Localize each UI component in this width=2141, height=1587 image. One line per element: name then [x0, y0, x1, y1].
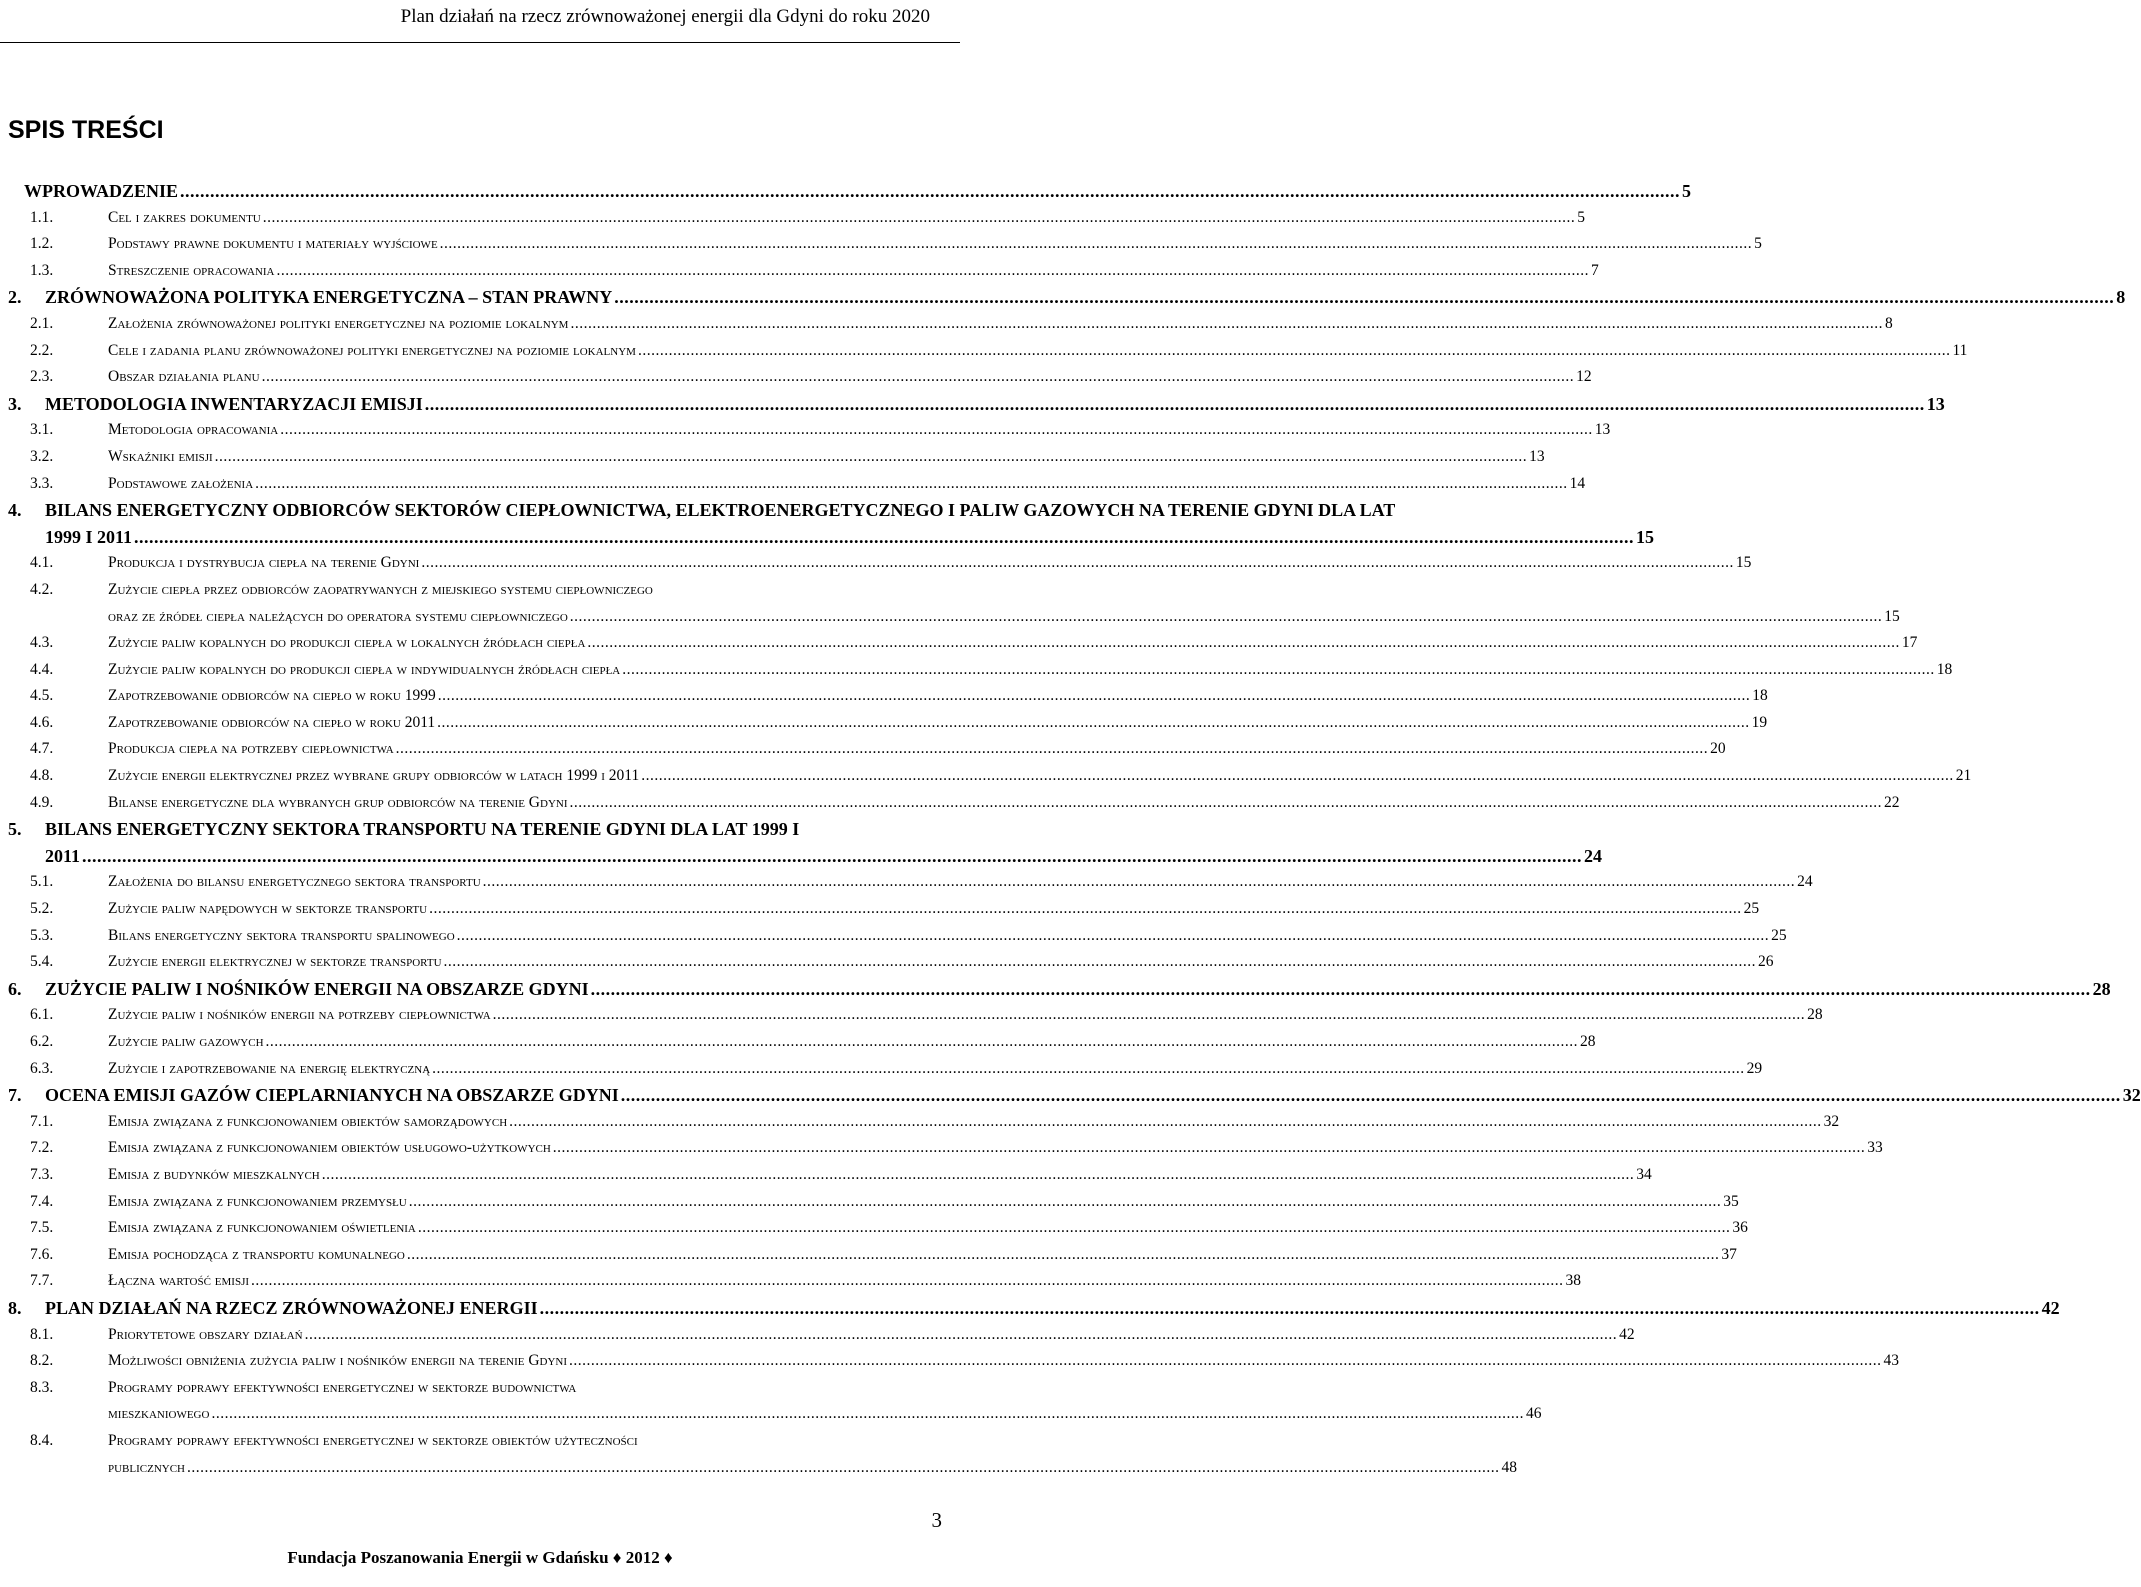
dot-leader: [211, 1401, 1524, 1428]
toc-entry-number: 7.2.: [30, 1139, 54, 1157]
toc-entry-number: 6.: [8, 978, 22, 999]
toc-entry-page: 13: [1594, 421, 1611, 439]
toc-entry-page: 15: [1735, 554, 1752, 572]
toc-entry-number: 4.1.: [30, 554, 54, 572]
toc-entry-page: 15: [1884, 607, 1900, 625]
page-header: [0, 0, 960, 44]
toc-entry-number: 4.6.: [30, 713, 54, 731]
toc-entry-title: Emisja pochodząca z transportu komunalnego: [108, 1245, 405, 1263]
toc-entry-page: 28: [1580, 1033, 1596, 1050]
toc-entry[interactable]: [0, 1375, 1542, 1428]
dot-leader: [280, 417, 1593, 444]
toc-entry-number: 8.2.: [30, 1352, 54, 1370]
toc-entry-title: Zużycie energii elektrycznej w sektorze transportu: [108, 953, 442, 971]
toc-entry-number: 2.: [8, 287, 22, 308]
dot-leader: [277, 258, 1590, 285]
toc-entry[interactable]: [0, 497, 1655, 550]
toc-entry-title-line: Programy poprawy efektywności energetycznej w sektorze obiektów użyteczności: [108, 1431, 638, 1449]
toc-entry-number: 3.1.: [30, 421, 54, 439]
dot-leader: [407, 1242, 1720, 1269]
toc-entry-page: 21: [1955, 767, 1972, 785]
toc-entry-title: Zużycie energii elektrycznej przez wybrane grupy odbiorców w latach 1999 i 2011: [108, 767, 640, 785]
toc-entry-page: 18: [1752, 687, 1768, 705]
dot-leader: [429, 896, 1742, 923]
toc-entry-page: 17: [1901, 634, 1918, 652]
toc-entry-page: 37: [1721, 1245, 1737, 1263]
dot-leader: [437, 710, 1750, 737]
toc-entry-page: 46: [1525, 1405, 1542, 1423]
toc-entry-number: 8.3.: [30, 1378, 54, 1396]
toc-entry-number: 7.7.: [30, 1272, 54, 1290]
toc-entry[interactable]: [0, 1215, 1748, 1242]
toc-entry-page: 22: [1884, 793, 1900, 811]
toc-entry-title: Produkcja ciepła na potrzeby ciepłownictwa: [108, 740, 394, 758]
toc-entry[interactable]: [0, 1002, 1823, 1029]
toc-entry-title: Zużycie paliw kopalnych do produkcji ciepła w lokalnych źródłach ciepła: [108, 634, 586, 652]
toc-entry-page: 20: [1710, 740, 1726, 758]
header-title: Plan działań na rzecz zrównoważonej energii dla Gdyni do roku 2020: [400, 6, 930, 27]
toc-entry[interactable]: [0, 284, 2126, 311]
toc-entry-title: Emisja związana z funkcjonowaniem przemysłu: [108, 1192, 407, 1210]
toc-entry[interactable]: [0, 364, 1592, 391]
toc-entry-title: Zapotrzebowanie odbiorców na ciepło w roku 1999: [108, 687, 436, 705]
toc-entry-title: Cele i zadania planu zrównoważonej polityki energetycznej na poziomie lokalnym: [108, 341, 636, 359]
toc-entry-number: 7.6.: [30, 1245, 54, 1263]
toc-entry-number: 7.5.: [30, 1219, 54, 1237]
toc-entry[interactable]: [0, 1322, 1635, 1349]
footer-text: Fundacja Poszanowania Energii w Gdańsku ♦ 2012 ♦: [287, 1548, 673, 1567]
toc-entry-title: WPROWADZENIE: [24, 181, 179, 201]
toc-entry[interactable]: [0, 231, 1762, 258]
dot-leader: [553, 1135, 1866, 1162]
toc-entry[interactable]: [0, 577, 1900, 630]
dot-leader: [569, 1348, 1882, 1375]
toc-entry[interactable]: [0, 550, 1752, 577]
toc-entry-number: 5.2.: [30, 900, 54, 918]
toc-entry-number: 4.7.: [30, 740, 54, 758]
toc-entry[interactable]: [0, 1029, 1596, 1056]
toc-entry[interactable]: [0, 976, 2111, 1003]
page-number: 3: [931, 1508, 942, 1532]
toc-entry-number: 7.: [8, 1085, 22, 1106]
toc-entry-number: 8.1.: [30, 1325, 54, 1343]
dot-leader: [493, 1002, 1806, 1029]
toc-entry-title: Zapotrzebowanie odbiorców na ciepło w roku 2011: [108, 713, 436, 731]
dot-leader: [622, 657, 1935, 684]
toc-entry[interactable]: [0, 710, 1768, 737]
dot-leader: [262, 364, 1575, 391]
toc-entry-page: 24: [1797, 873, 1813, 891]
toc-entry-title: Założenia do bilansu energetycznego sektora transportu: [108, 873, 481, 891]
dot-leader: [440, 231, 1753, 258]
toc-entry-number: 5.: [8, 819, 22, 840]
toc-entry[interactable]: [0, 949, 1774, 976]
toc-entry-page: 8: [2116, 287, 2126, 308]
toc-entry-page: 25: [1771, 926, 1787, 944]
toc-entry-page: 34: [1636, 1165, 1652, 1183]
toc-entry[interactable]: [0, 683, 1768, 710]
toc-entry-title: Bilanse energetyczne dla wybranych grup odbiorców na terenie Gdyni: [108, 793, 568, 811]
toc-entry-title: Emisja związana z funkcjonowaniem obiektów usługowo-użytkowych: [108, 1139, 551, 1157]
toc-entry-title: 1999 I 2011: [45, 526, 133, 547]
toc-entry-page: 42: [1619, 1325, 1635, 1343]
dot-leader: [180, 178, 1680, 205]
dot-leader: [418, 1215, 1731, 1242]
toc-entry-title: PLAN DZIAŁAŃ NA RZECZ ZRÓWNOWAŻONEJ ENERGII: [45, 1297, 538, 1318]
toc-entry-number: 4.8.: [30, 767, 54, 785]
dot-leader: [322, 1162, 1635, 1189]
toc-entry-number: 6.2.: [30, 1033, 54, 1050]
toc-entry-number: 4.4.: [30, 660, 54, 678]
toc-entry-number: 1.3.: [30, 261, 54, 279]
toc-entry[interactable]: [0, 1056, 1763, 1083]
toc-entry[interactable]: [0, 763, 1972, 790]
toc-entry-title: Wskaźniki emisji: [108, 447, 213, 465]
toc-entry[interactable]: [0, 471, 1586, 498]
toc-entry-number: 2.3.: [30, 368, 54, 386]
toc-entry[interactable]: [0, 1268, 1582, 1295]
toc-entry-page: 5: [1754, 235, 1762, 253]
toc-entry-page: 8: [1884, 314, 1893, 332]
toc-entry-title: Łączna wartość emisji: [108, 1272, 250, 1290]
toc-entry[interactable]: [0, 896, 1760, 923]
dot-leader: [614, 284, 2114, 311]
toc-entry-title: Zużycie paliw napędowych w sektorze transportu: [108, 900, 428, 918]
dot-leader: [432, 1056, 1745, 1083]
toc-entry[interactable]: [0, 178, 1692, 205]
toc-entry-title: Założenia zrównoważonej polityki energetycznej na poziomie lokalnym: [108, 314, 569, 332]
dot-leader: [591, 976, 2091, 1003]
toc-entry-number: 3.3.: [30, 474, 54, 492]
toc-entry[interactable]: [0, 205, 1585, 232]
toc-entry[interactable]: [0, 1295, 2060, 1322]
toc-entry-page: 11: [1952, 341, 1968, 359]
toc-entry-number: 4.2.: [30, 580, 54, 598]
toc-entry-title-line: BILANS ENERGETYCZNY ODBIORCÓW SEKTORÓW CIEPŁOWNICTWA, ELEKTROENERGETYCZNEGO I PALIW GAZOWYCH NA TERENIE GDYNI DLA LAT: [45, 500, 1396, 521]
dot-leader: [215, 444, 1528, 471]
dot-leader: [638, 338, 1951, 365]
toc-entry-title: Możliwości obniżenia zużycia paliw i nośników energii na terenie Gdyni: [108, 1352, 568, 1370]
toc-entry-title: Bilans energetyczny sektora transportu spalinowego: [108, 926, 455, 944]
dot-leader: [425, 391, 1925, 418]
toc-entry-number: 6.1.: [30, 1006, 54, 1024]
toc-entry-number: 3.2.: [30, 447, 54, 465]
toc-entry-number: 8.4.: [30, 1431, 54, 1449]
toc-entry-title: ZRÓWNOWAŻONA POLITYKA ENERGETYCZNA – STAN PRAWNY: [45, 287, 613, 308]
toc-entry-page: 25: [1743, 900, 1760, 918]
dot-leader: [396, 736, 1709, 763]
toc-entry-title: Emisja z budynków mieszkalnych: [108, 1165, 320, 1183]
dot-leader: [305, 1322, 1618, 1349]
toc-entry-title: oraz ze źródeł ciepła należących do operatora systemu ciepłowniczego: [108, 607, 568, 625]
toc-entry-number: 4.9.: [30, 793, 54, 811]
toc-entry-number: 4.: [8, 500, 22, 521]
dot-leader: [438, 683, 1751, 710]
toc-entry[interactable]: [0, 258, 1599, 285]
toc-entry-page: 7: [1591, 261, 1599, 279]
dot-leader: [621, 1082, 2121, 1109]
toc-entry-title: Emisja związana z funkcjonowaniem obiektów samorządowych: [108, 1112, 508, 1130]
dot-leader: [587, 630, 1900, 657]
toc-entry[interactable]: [0, 1428, 1518, 1481]
toc-entry-title: Zużycie paliw kopalnych do produkcji ciepła w indywidualnych źródłach ciepła: [108, 660, 621, 678]
toc-entry-title: ZUŻYCIE PALIW I NOŚNIKÓW ENERGII NA OBSZARZE GDYNI: [45, 978, 589, 999]
toc-entry-title: Metodologia opracowania: [108, 421, 279, 439]
toc-entry-title: Zużycie paliw gazowych: [108, 1033, 264, 1050]
toc-entry-title: Zużycie i zapotrzebowanie na energię elektryczną: [108, 1059, 431, 1077]
toc-entry[interactable]: [0, 1162, 1652, 1189]
toc-entry[interactable]: [0, 657, 1953, 684]
toc-entry[interactable]: [0, 1348, 1900, 1375]
toc-entry-number: 5.4.: [30, 953, 54, 971]
dot-leader: [540, 1295, 2040, 1322]
toc-entry-title-line: Zużycie ciepła przez odbiorców zaopatrywanych z miejskiego systemu ciepłowniczego: [108, 580, 653, 598]
toc-entry-number: 7.1.: [30, 1112, 54, 1130]
dot-leader: [134, 524, 1634, 551]
table-of-contents: [0, 178, 2141, 1481]
dot-leader: [251, 1268, 1564, 1295]
dot-leader: [570, 311, 1883, 338]
toc-entry-title-line: BILANS ENERGETYCZNY SEKTORA TRANSPORTU NA TERENIE GDYNI DLA LAT 1999 I: [45, 819, 800, 840]
toc-entry-page: 14: [1569, 474, 1586, 492]
toc-entry-page: 5: [1577, 208, 1585, 226]
toc-entry-number: 6.3.: [30, 1059, 54, 1077]
toc-entry-page: 32: [2122, 1085, 2141, 1106]
toc-entry-number: 5.3.: [30, 926, 54, 944]
toc-entry-page: 29: [1746, 1059, 1763, 1077]
toc-entry-page: 38: [1565, 1272, 1582, 1290]
dot-leader: [570, 790, 1883, 817]
toc-entry-page: 43: [1883, 1352, 1900, 1370]
toc-entry-title: METODOLOGIA INWENTARYZACJI EMISJI: [45, 393, 423, 414]
toc-entry[interactable]: [0, 1109, 1840, 1136]
toc-entry-page: 36: [1732, 1219, 1748, 1237]
toc-entry-page: 28: [2092, 978, 2111, 999]
toc-entry[interactable]: [0, 1135, 1883, 1162]
dot-leader: [266, 1029, 1579, 1056]
toc-entry-page: 26: [1758, 953, 1774, 971]
toc-entry-page: 42: [2041, 1297, 2060, 1318]
toc-entry[interactable]: [0, 790, 1900, 817]
dot-leader: [457, 923, 1770, 950]
toc-entry-number: 4.5.: [30, 687, 54, 705]
toc-entry-page: 13: [1529, 447, 1545, 465]
toc-entry-title: mieszkaniowego: [108, 1405, 210, 1423]
toc-entry-page: 13: [1926, 393, 1945, 414]
toc-entry-title: 2011: [45, 845, 81, 866]
toc-entry-number: 5.1.: [30, 873, 54, 891]
toc-heading: SPIS TREŚCI: [8, 116, 164, 144]
toc-entry[interactable]: [0, 444, 1545, 471]
toc-entry-number: 1.2.: [30, 235, 54, 253]
toc-entry-number: 1.1.: [30, 208, 54, 226]
dot-leader: [187, 1455, 1500, 1482]
toc-entry[interactable]: [0, 338, 1968, 365]
toc-entry-title: Emisja związana z funkcjonowaniem oświetlenia: [108, 1219, 416, 1237]
toc-entry-page: 32: [1823, 1112, 1840, 1130]
toc-entry[interactable]: [0, 816, 1603, 869]
toc-entry-number: 4.3.: [30, 634, 54, 652]
toc-entry[interactable]: [0, 311, 1893, 338]
toc-entry-title: publicznych: [108, 1458, 186, 1476]
dot-leader: [421, 550, 1734, 577]
toc-entry-title: Zużycie paliw i nośników energii na potrzeby ciepłownictwa: [108, 1006, 491, 1024]
toc-entry-title: Produkcja i dystrybucja ciepła na terenie Gdyni: [108, 554, 420, 572]
dot-leader: [409, 1189, 1722, 1216]
toc-entry-page: 18: [1936, 660, 1953, 678]
toc-entry-title: Podstawy prawne dokumentu i materiały wyjściowe: [108, 235, 438, 253]
header-rule: [0, 42, 960, 43]
dot-leader: [444, 949, 1757, 976]
toc-entry[interactable]: [0, 923, 1787, 950]
toc-entry-title-line: Programy poprawy efektywności energetycznej w sektorze budownictwa: [108, 1378, 577, 1396]
toc-entry-page: 19: [1751, 713, 1768, 731]
toc-entry[interactable]: [0, 736, 1726, 763]
toc-entry[interactable]: [0, 869, 1813, 896]
toc-entry[interactable]: [0, 630, 1918, 657]
toc-entry-title: OCENA EMISJI GAZÓW CIEPLARNIANYCH NA OBSZARZE GDYNI: [45, 1085, 619, 1106]
dot-leader: [641, 763, 1954, 790]
dot-leader: [255, 471, 1568, 498]
dot-leader: [509, 1109, 1822, 1136]
toc-entry-title: Streszczenie opracowania: [108, 261, 275, 279]
dot-leader: [263, 205, 1576, 232]
toc-entry-title: Podstawowe założenia: [108, 474, 254, 492]
toc-entry-number: 7.4.: [30, 1192, 54, 1210]
toc-entry-title: Cel i zakres dokumentu: [108, 208, 261, 226]
toc-entry-number: 8.: [8, 1297, 22, 1318]
toc-entry[interactable]: [0, 391, 1945, 418]
toc-entry-page: 35: [1723, 1192, 1739, 1210]
dot-leader: [82, 843, 1582, 870]
toc-entry-number: 3.: [8, 393, 22, 414]
toc-entry-page: 12: [1576, 368, 1592, 386]
toc-entry[interactable]: [0, 1082, 2141, 1109]
toc-entry-page: 33: [1867, 1139, 1883, 1157]
toc-entry-page: 28: [1807, 1006, 1823, 1024]
toc-entry-title: Obszar działania planu: [108, 368, 260, 386]
toc-entry-number: 2.1.: [30, 314, 54, 332]
dot-leader: [483, 869, 1796, 896]
toc-entry[interactable]: [0, 417, 1611, 444]
toc-entry-number: 2.2.: [30, 341, 54, 359]
toc-entry-number: 7.3.: [30, 1165, 54, 1183]
toc-entry-page: 15: [1636, 526, 1655, 547]
toc-entry-title: Priorytetowe obszary działań: [108, 1325, 303, 1343]
toc-entry[interactable]: [0, 1242, 1737, 1269]
toc-entry[interactable]: [0, 1189, 1739, 1216]
toc-entry-page: 48: [1501, 1458, 1518, 1476]
toc-entry-page: 24: [1584, 845, 1603, 866]
toc-entry-page: 5: [1682, 181, 1692, 201]
dot-leader: [570, 604, 1883, 631]
